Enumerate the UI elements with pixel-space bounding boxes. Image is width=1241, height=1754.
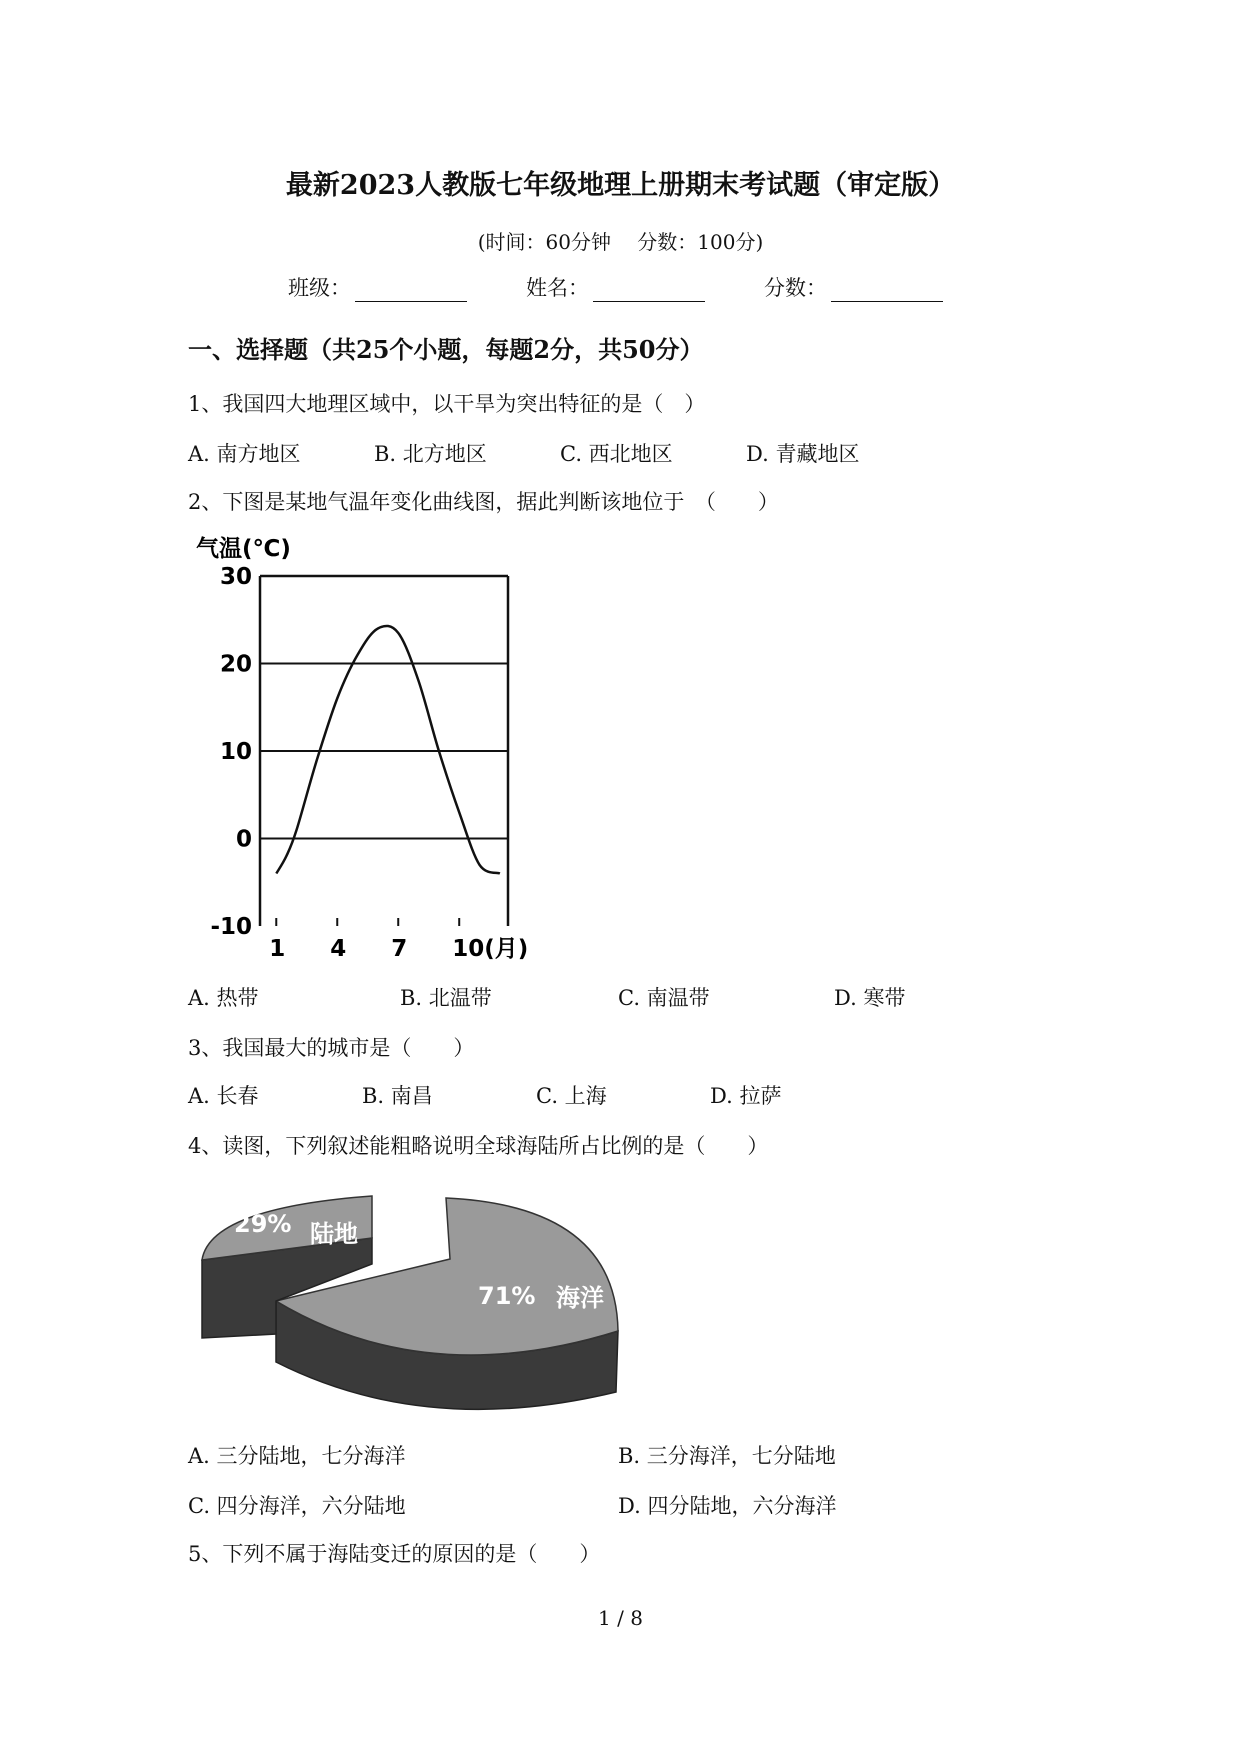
y-tick-label: -10: [210, 914, 252, 940]
x-tick-label: 7: [391, 936, 408, 962]
ocean-percent-label: 71%: [478, 1282, 536, 1310]
temperature-chart: [190, 528, 550, 968]
q2-option-c[interactable]: C. 南温带: [618, 986, 710, 1010]
q4-option-c[interactable]: C. 四分海洋，六分陆地: [188, 1494, 406, 1518]
land-label: 陆地: [310, 1220, 358, 1248]
y-tick-label: 10: [219, 739, 252, 765]
q1-option-c[interactable]: C. 西北地区: [560, 442, 673, 466]
section-heading: 一、选择题（共25个小题，每题2分，共50分）: [188, 335, 704, 364]
question-1: 1、我国四大地理区域中，以干旱为突出特征的是（ ）: [188, 392, 706, 416]
ocean-label: 海洋: [556, 1284, 604, 1312]
q3-option-d[interactable]: D. 拉萨: [710, 1084, 782, 1108]
land-percent-label: 29%: [234, 1210, 292, 1238]
class-field: [288, 272, 467, 302]
x-tick-label: 4: [330, 936, 347, 962]
q3-option-b[interactable]: B. 南昌: [362, 1084, 433, 1108]
y-tick-label: 30: [219, 564, 252, 590]
q1-option-d[interactable]: D. 青藏地区: [746, 442, 860, 466]
q3-option-a[interactable]: A. 长春: [188, 1084, 259, 1108]
q4-option-d[interactable]: D. 四分陆地，六分海洋: [618, 1494, 837, 1518]
score-label: 分数：: [764, 276, 827, 300]
class-label: 班级：: [288, 276, 351, 300]
name-field: [526, 272, 705, 302]
x-tick-label: 1: [269, 936, 286, 962]
name-blank[interactable]: [593, 281, 705, 302]
question-4: 4、读图，下列叙述能粗略说明全球海陆所占比例的是（ ）: [188, 1134, 769, 1158]
q4-option-b[interactable]: B. 三分海洋，七分陆地: [618, 1444, 836, 1468]
q1-option-a[interactable]: A. 南方地区: [188, 442, 301, 466]
chart-ylabel: 气温(℃): [196, 536, 291, 562]
question-2: 2、下图是某地气温年变化曲线图，据此判断该地位于 （ ）: [188, 490, 779, 514]
q2-option-d[interactable]: D. 寒带: [834, 986, 906, 1010]
q2-option-b[interactable]: B. 北温带: [400, 986, 492, 1010]
question-5: 5、下列不属于海陆变迁的原因的是（ ）: [188, 1542, 601, 1566]
y-tick-label: 20: [219, 651, 252, 678]
y-tick-label: 0: [235, 826, 252, 853]
name-label: 姓名：: [526, 276, 589, 300]
exam-time-score: (时间：60分钟 分数：100分): [477, 230, 764, 254]
land-ocean-pie-chart: [196, 1186, 626, 1426]
q1-option-b[interactable]: B. 北方地区: [374, 442, 487, 466]
q4-option-a[interactable]: A. 三分陆地，七分海洋: [188, 1444, 406, 1468]
class-blank[interactable]: [355, 281, 467, 302]
question-3: 3、我国最大的城市是（ ）: [188, 1036, 475, 1060]
score-field: [764, 272, 943, 302]
q2-option-a[interactable]: A. 热带: [188, 986, 259, 1010]
page-number: 1 / 8: [598, 1606, 643, 1630]
x-tick-label: 10(月): [452, 936, 529, 962]
q3-option-c[interactable]: C. 上海: [536, 1084, 607, 1108]
page-title: 最新2023人教版七年级地理上册期末考试题（审定版）: [285, 170, 956, 201]
score-blank[interactable]: [831, 281, 943, 302]
